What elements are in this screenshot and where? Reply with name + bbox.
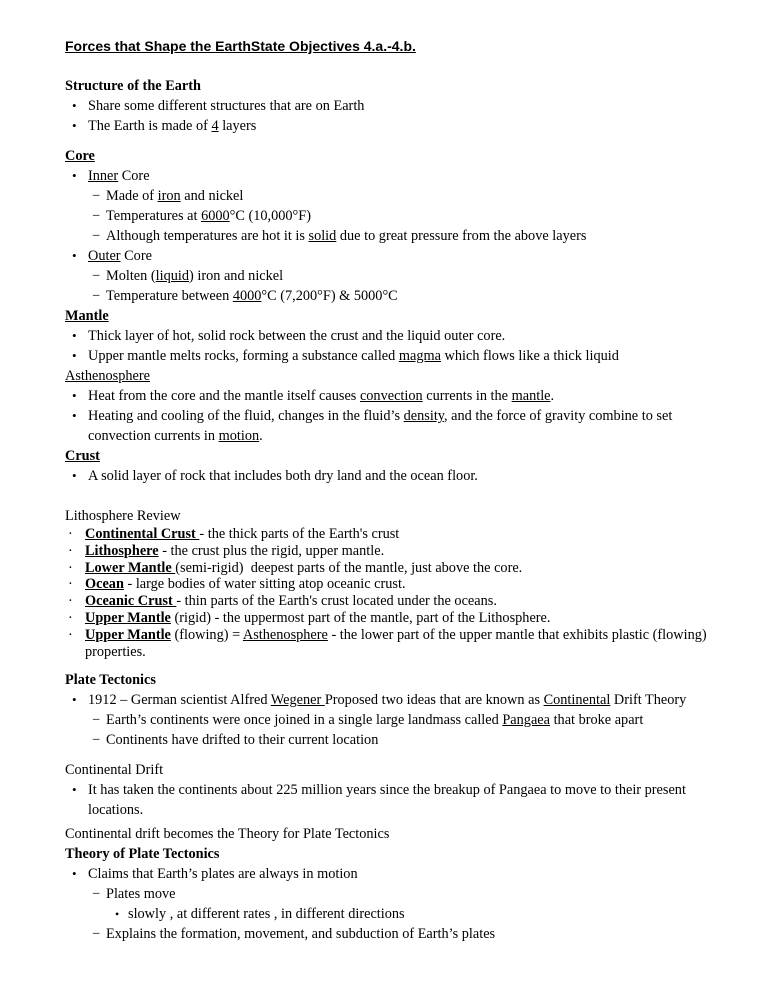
text-segment: which flows like a thick liquid — [440, 348, 619, 364]
bullet-marker: • — [72, 348, 77, 363]
text-segment: that broke apart — [550, 712, 644, 729]
text-segment: Upper mantle melts rocks, forming a substance called — [88, 348, 399, 364]
list-item-text — [85, 576, 714, 593]
sub-bullet-item — [65, 884, 714, 904]
text-segment: density — [403, 408, 445, 424]
list-item-text — [85, 610, 714, 627]
section-heading-underlined — [65, 446, 714, 466]
text-segment: Oceanic Crust — [85, 593, 177, 610]
bullet-marker: • — [72, 98, 77, 113]
text-segment: °C (7,200°F) & 5000°C — [261, 288, 398, 304]
text-segment: Plates move — [106, 886, 176, 903]
list-item-text — [106, 186, 714, 206]
text-segment: Core — [65, 148, 95, 164]
list-item-text — [85, 627, 714, 661]
text-segment: layers — [218, 118, 257, 134]
bullet-marker: • — [72, 328, 77, 343]
text-segment: (rigid) - the uppermost part of the mantle, part of the Lithosphere. — [170, 609, 551, 626]
text-segment: Lithosphere Review — [65, 508, 181, 524]
bullet-marker: • — [72, 782, 77, 798]
bullet-item — [65, 466, 714, 486]
list-item-text — [106, 924, 714, 944]
sub-sub-bullet-item — [65, 904, 714, 924]
text-segment: due to great pressure from the above layers — [336, 228, 587, 244]
bullet-item — [65, 326, 714, 346]
text-segment: Claims that Earth’s plates are always in motion — [88, 866, 358, 883]
text-segment: liquid — [155, 268, 190, 284]
bullet-item — [65, 346, 714, 366]
definition-list-item — [65, 526, 714, 543]
list-item-text — [85, 526, 714, 543]
bullet-item — [65, 690, 714, 710]
definition-list-item — [65, 543, 714, 560]
text-segment: It has taken the continents about 225 million years since the breakup of Pangaea to move to their present locations. — [88, 782, 690, 819]
section-heading — [65, 670, 714, 690]
text-segment: A solid layer of rock that includes both dry land and the ocean floor. — [88, 468, 478, 484]
text-segment: Heat from the core and the mantle itself causes — [88, 388, 360, 404]
definition-list-item — [65, 627, 714, 661]
paragraph — [65, 824, 714, 844]
text-segment: solid — [308, 228, 337, 244]
bullet-marker: · — [68, 542, 73, 559]
bullet-marker: • — [72, 468, 77, 483]
bullet-marker: • — [115, 907, 120, 922]
text-segment: magma — [398, 348, 441, 364]
bullet-marker: · — [68, 576, 73, 593]
text-segment: 4 — [211, 118, 219, 134]
text-segment: Asthenosphere — [65, 368, 150, 384]
section-heading-underlined — [65, 306, 714, 326]
spacer — [65, 660, 714, 670]
list-item-text — [88, 406, 714, 446]
list-item-text — [88, 326, 714, 346]
text-segment: Upper Mantle — [85, 609, 171, 626]
text-segment: Continental drift becomes the Theory for Plate Tectonics — [65, 826, 390, 843]
text-segment: Made of — [106, 188, 158, 204]
text-segment: Temperatures at — [106, 208, 202, 224]
bullet-item — [65, 96, 714, 116]
text-segment: - the crust plus the rigid, upper mantle. — [158, 542, 385, 559]
text-segment: Lower Mantle — [85, 559, 176, 576]
list-item-text — [88, 386, 714, 406]
text-segment: currents in the — [422, 388, 512, 404]
sub-bullet-item — [65, 206, 714, 226]
definition-list-item — [65, 560, 714, 577]
spacer — [65, 56, 714, 76]
text-segment: Continents have drifted to their current location — [106, 732, 379, 749]
text-segment: ) iron and nickel — [189, 268, 284, 284]
list-item-text — [106, 286, 714, 306]
bullet-marker: − — [92, 732, 101, 749]
list-item-text — [106, 266, 714, 286]
text-segment: The Earth is made of — [88, 118, 212, 134]
sub-bullet-item — [65, 286, 714, 306]
text-segment: Heating and cooling of the fluid, changes in the fluid’s — [88, 408, 404, 424]
list-item-text — [88, 466, 714, 486]
text-segment: , and the force of gravity combine to set convection currents in — [88, 408, 676, 444]
text-segment: Theory of Plate Tectonics — [65, 846, 220, 863]
section-heading-underlined — [65, 146, 714, 166]
text-segment: Continental Drift — [65, 762, 164, 779]
text-segment: Earth’s continents were once joined in a single large landmass called — [106, 712, 503, 729]
text-segment: Wegener — [270, 692, 325, 709]
text-segment: (flowing) = — [170, 626, 243, 643]
list-item-text — [106, 226, 714, 246]
text-segment: and nickel — [180, 188, 244, 204]
text-segment: convection — [359, 388, 423, 404]
text-segment: - the thick parts of the Earth's crust — [199, 526, 400, 542]
bullet-marker: • — [72, 866, 77, 882]
text-segment: Molten ( — [106, 268, 156, 284]
spacer — [65, 136, 714, 146]
text-segment: Thick layer of hot, solid rock between the crust and the liquid outer core. — [88, 328, 506, 344]
text-segment: Temperature between — [106, 288, 233, 304]
bullet-marker: · — [68, 593, 73, 610]
text-segment: mantle — [511, 388, 551, 404]
text-segment: iron — [157, 188, 181, 204]
section-heading — [65, 844, 714, 864]
definition-list-item — [65, 593, 714, 610]
text-segment: Continental — [543, 692, 611, 709]
list-item-text — [106, 884, 714, 904]
spacer — [65, 486, 714, 506]
list-item-text — [88, 780, 714, 820]
bullet-marker: · — [68, 609, 73, 626]
text-segment: Inner — [88, 168, 119, 184]
bullet-marker: − — [92, 886, 101, 903]
list-item-text — [88, 346, 714, 366]
sub-bullet-item — [65, 730, 714, 750]
bullet-marker: · — [68, 526, 73, 542]
text-segment: Outer — [88, 248, 121, 264]
bullet-marker: • — [72, 168, 77, 183]
text-segment: Lithosphere — [85, 542, 159, 559]
text-segment: - large bodies of water sitting atop oceanic crust. — [123, 576, 406, 593]
bullet-marker: − — [92, 288, 101, 304]
bullet-marker: • — [72, 248, 77, 263]
bullet-marker: − — [92, 268, 101, 284]
bullet-marker: • — [72, 692, 77, 708]
definition-list-item — [65, 610, 714, 627]
list-item-text — [88, 690, 714, 710]
bullet-marker: • — [72, 388, 77, 403]
spacer — [65, 750, 714, 760]
bullet-marker: − — [92, 228, 101, 244]
sub-bullet-item — [65, 924, 714, 944]
list-item-text — [88, 96, 714, 116]
bullet-marker: • — [72, 408, 77, 423]
text-segment: Mantle — [65, 308, 109, 324]
text-segment: . — [259, 428, 263, 444]
text-segment: 4000 — [232, 288, 262, 304]
sub-bullet-item — [65, 226, 714, 246]
sub-bullet-item — [65, 186, 714, 206]
bullet-item — [65, 246, 714, 266]
section-heading — [65, 76, 714, 96]
text-segment: Continental Crust — [85, 526, 200, 542]
text-segment: Upper Mantle — [85, 626, 171, 643]
list-item-text — [88, 116, 714, 136]
text-segment: Plate Tectonics — [65, 672, 156, 689]
text-segment: - the lower part of the upper mantle that exhibits plastic (flowing) properties. — [85, 626, 711, 660]
bullet-item — [65, 386, 714, 406]
list-item-text — [106, 710, 714, 730]
document-title — [65, 36, 714, 56]
text-segment: Ocean — [85, 576, 124, 593]
text-segment: Share some different structures that are on Earth — [88, 98, 365, 114]
bullet-marker: − — [92, 926, 101, 943]
bullet-marker: − — [92, 712, 101, 729]
bullet-item — [65, 864, 714, 884]
sub-bullet-item — [65, 266, 714, 286]
list-item-text — [85, 543, 714, 560]
bullet-item — [65, 780, 714, 820]
paragraph — [65, 506, 714, 526]
text-segment: Core — [118, 168, 150, 184]
subheading — [65, 366, 714, 386]
text-segment: Asthenosphere — [242, 626, 328, 643]
text-segment: slowly , at different rates , in different directions — [128, 906, 405, 923]
text-segment: - thin parts of the Earth's crust located under the oceans. — [176, 593, 497, 610]
list-item-text — [85, 593, 714, 610]
text-segment: motion — [218, 428, 260, 444]
list-item-text — [85, 560, 714, 577]
text-segment: (semi-rigid) deepest parts of the mantle, just above the core. — [175, 559, 523, 576]
bullet-marker: · — [68, 559, 73, 576]
bullet-item — [65, 116, 714, 136]
text-segment: 6000 — [201, 208, 230, 224]
text-segment: 1912 – German scientist Alfred — [88, 692, 271, 709]
list-item-text — [88, 864, 714, 884]
text-segment: Proposed two ideas that are known as — [324, 692, 544, 709]
bullet-item — [65, 406, 714, 446]
text-segment: Explains the formation, movement, and subduction of Earth’s plates — [106, 926, 496, 943]
text-segment: Structure of the Earth — [65, 78, 201, 94]
text-segment: Although temperatures are hot it is — [106, 228, 309, 244]
bullet-marker: • — [72, 118, 77, 133]
list-item-text — [128, 904, 714, 924]
text-segment: Crust — [65, 448, 100, 464]
definition-list-item — [65, 576, 714, 593]
bullet-marker: − — [92, 208, 101, 224]
text-segment: °C (10,000°F) — [229, 208, 311, 224]
bullet-marker: · — [68, 626, 73, 643]
text-segment: . — [550, 388, 555, 404]
bullet-item — [65, 166, 714, 186]
list-item-text — [88, 246, 714, 266]
text-segment: Pangaea — [502, 712, 550, 729]
list-item-text — [106, 730, 714, 750]
list-item-text — [88, 166, 714, 186]
text-segment: Forces that Shape the EarthState Objectives 4.a.-4.b. — [65, 38, 416, 54]
bullet-marker: − — [92, 188, 101, 204]
text-segment: Core — [120, 248, 152, 264]
text-segment: Drift Theory — [610, 692, 687, 709]
list-item-text — [106, 206, 714, 226]
paragraph — [65, 760, 714, 780]
sub-bullet-item — [65, 710, 714, 730]
